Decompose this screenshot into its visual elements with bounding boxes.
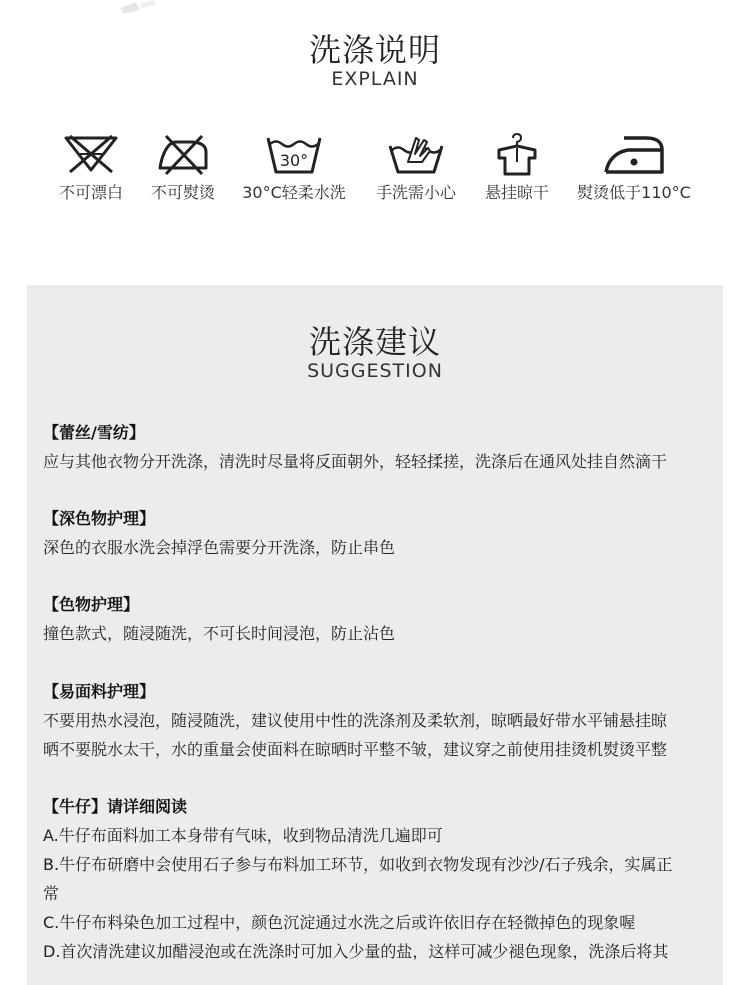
section-body <box>43 533 723 562</box>
care-item-no-bleach <box>55 132 127 203</box>
explain-title: 洗涤说明 <box>308 31 441 69</box>
wash-30-icon <box>264 132 324 176</box>
section-body <box>43 619 723 648</box>
section-lace-chiffon <box>43 419 723 476</box>
section-heading: 【牛仔】请详细阅读 <box>43 797 188 816</box>
no-bleach-icon <box>62 132 120 176</box>
section-line: 撞色款式，随浸随洗，不可长时间浸泡，防止沾色 <box>43 624 396 643</box>
hang-dry-icon <box>495 132 539 176</box>
suggestion-subtitle: SUGGESTION <box>307 360 443 382</box>
section-heading: 【色物护理】 <box>43 595 140 614</box>
section-line: 不要用热水浸泡，随浸随洗，建议使用中性的洗涤剂及柔软剂，晾晒最好带水平铺悬挂晾 <box>43 711 668 730</box>
care-icons-row <box>0 132 750 212</box>
section-heading: 【易面料护理】 <box>43 682 156 701</box>
care-item-hand-wash <box>372 132 460 203</box>
section-line: C.牛仔布料染色加工过程中，颜色沉淀通过水洗之后或许依旧存在轻微掉色的现象喔 <box>43 913 636 932</box>
explain-title-block <box>0 32 750 90</box>
iron-low-icon <box>602 132 666 176</box>
section-body <box>43 447 723 476</box>
care-item-iron-low <box>574 132 694 203</box>
suggestion-title-block <box>0 324 750 382</box>
care-label: 悬挂晾干 <box>484 183 549 202</box>
section-line: A.牛仔布面料加工本身带有气味，收到物品清洗几遍即可 <box>43 826 443 845</box>
section-denim <box>43 793 723 966</box>
section-color-care <box>43 591 723 648</box>
no-iron-icon <box>154 132 212 176</box>
care-label: 30°C轻柔水洗 <box>242 183 346 202</box>
care-label: 不可漂白 <box>58 183 123 202</box>
explain-subtitle: EXPLAIN <box>331 68 419 90</box>
hand-wash-icon <box>386 132 446 176</box>
section-dark-care <box>43 505 723 562</box>
care-label: 熨烫低于110°C <box>577 183 691 202</box>
corner-decoration <box>118 0 158 14</box>
section-body <box>43 706 723 764</box>
care-item-wash-30 <box>239 132 349 203</box>
care-item-no-iron <box>147 132 219 203</box>
section-line: 应与其他衣物分开洗涤，清洗时尽量将反面朝外，轻轻揉搓，洗涤后在通风处挂自然滴干 <box>43 452 668 471</box>
wash-temperature-text: 30° <box>279 151 309 170</box>
care-item-hang-dry <box>482 132 552 203</box>
section-line: B.牛仔布研磨中会使用石子参与布料加工环节，如收到衣物发现有沙沙/石子残余，实属正 <box>43 855 673 874</box>
section-line: 常 <box>43 884 60 903</box>
section-fabric-care <box>43 678 723 764</box>
care-label: 手洗需小心 <box>375 183 456 202</box>
section-heading: 【蕾丝/雪纺】 <box>43 423 145 442</box>
care-label: 不可熨烫 <box>150 183 215 202</box>
suggestion-title: 洗涤建议 <box>308 323 441 361</box>
section-line: 深色的衣服水洗会掉浮色需要分开洗涤，防止串色 <box>43 538 396 557</box>
section-line: 晒不要脱水太干，水的重量会使面料在晾晒时平整不皱，建议穿之前使用挂烫机熨烫平整 <box>43 740 668 759</box>
section-heading: 【深色物护理】 <box>43 509 156 528</box>
section-line: D.首次清洗建议加醋浸泡或在洗涤时可加入少量的盐，这样可减少褪色现象，洗涤后将其 <box>43 942 669 961</box>
section-body <box>43 821 723 966</box>
